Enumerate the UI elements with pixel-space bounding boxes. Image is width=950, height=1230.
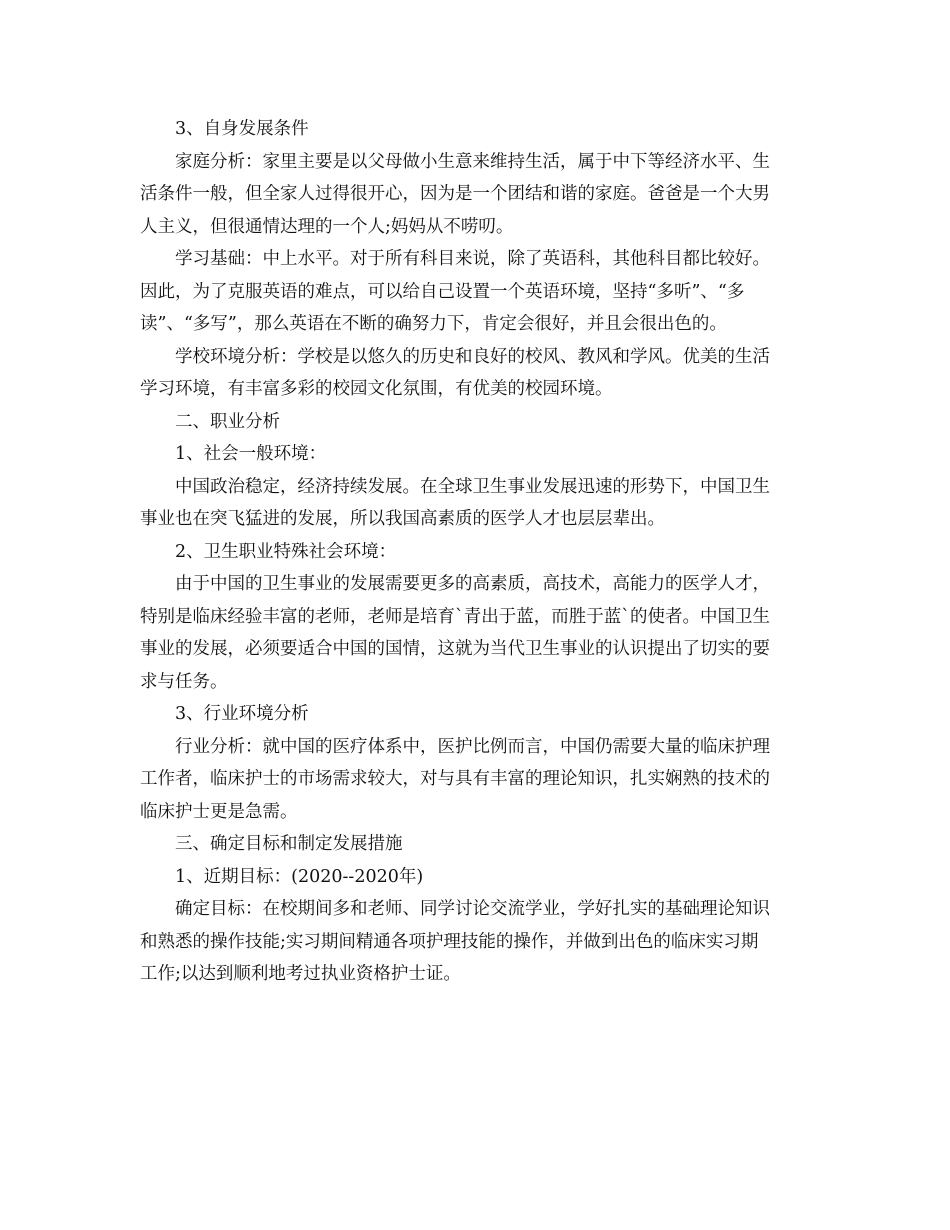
text-line: 家庭分析：家里主要是以父母做小生意来维持生活，属于中下等经济水平、生	[175, 151, 770, 172]
text-line: 临床护士更是急需。	[140, 801, 298, 822]
text-line: 3、自身发展条件	[175, 119, 309, 139]
heading-self-development	[140, 113, 820, 146]
text-line: 事业的发展，必须要适合中国的国情，这就为当代卫生事业的认识提出了切实的要	[140, 639, 770, 659]
text-line: 1、近期目标：(2020--2020年)	[175, 866, 424, 887]
heading-social-environment	[140, 438, 820, 471]
paragraph-school-environment	[140, 341, 820, 406]
text-line: 3、行业环境分析	[175, 704, 309, 724]
text-line: 求与任务。	[140, 671, 228, 692]
text-line: 学校环境分析：学校是以悠久的历史和良好的校风、教风和学风。优美的生活	[175, 346, 770, 367]
paragraph-family-analysis	[140, 146, 820, 244]
text-line: 活条件一般，但全家人过得很开心，因为是一个团结和谐的家庭。爸爸是一个大男	[140, 184, 770, 204]
heading-short-term-goal	[140, 861, 820, 894]
text-line: 2、卫生职业特殊社会环境：	[175, 541, 397, 562]
text-line: 工作者，临床护士的市场需求较大，对与具有丰富的理论知识，扎实娴熟的技术的	[140, 769, 770, 789]
heading-goals-and-measures	[140, 828, 820, 861]
text-line: 工作;以达到顺利地考过执业资格护士证。	[140, 964, 461, 984]
text-line: 因此，为了克服英语的难点，可以给自己设置一个英语环境，坚持“多听”、“多	[140, 281, 745, 302]
text-line: 事业也在突飞猛进的发展，所以我国高素质的医学人才也层层辈出。	[140, 509, 665, 529]
text-line: 1、社会一般环境：	[175, 444, 327, 464]
paragraph-health-career-environment	[140, 568, 820, 698]
text-line: 读”、“多写”，那么英语在不断的确努力下，肯定会很好，并且会很出色的。	[140, 314, 727, 334]
paragraph-determine-goal	[140, 893, 820, 991]
heading-health-career-environment	[140, 536, 820, 569]
text-line: 确定目标：在校期间多和老师、同学讨论交流学业，学好扎实的基础理论知识	[175, 899, 770, 919]
text-line: 特别是临床经验丰富的老师，老师是培育`青出于蓝，而胜于蓝`的使者。中国卫生	[140, 606, 770, 627]
document-body	[140, 113, 820, 991]
text-line: 学习基础：中上水平。对于所有科目来说，除了英语科，其他科目都比较好。	[175, 249, 770, 269]
paragraph-social-environment	[140, 471, 820, 536]
text-line: 由于中国的卫生事业的发展需要更多的高素质，高技术，高能力的医学人才，	[175, 574, 770, 594]
paragraph-industry-analysis	[140, 731, 820, 829]
paragraph-study-foundation	[140, 243, 820, 341]
text-line: 三、确定目标和制定发展措施	[175, 834, 403, 854]
text-line: 人主义，但很通情达理的一个人;妈妈从不唠叨。	[140, 216, 514, 237]
text-line: 二、职业分析	[175, 411, 280, 432]
text-line: 行业分析：就中国的医疗体系中，医护比例而言，中国仍需要大量的临床护理	[175, 736, 770, 757]
text-line: 中国政治稳定，经济持续发展。在全球卫生事业发展迅速的形势下，中国卫生	[175, 476, 770, 497]
text-line: 学习环境，有丰富多彩的校园文化氛围，有优美的校园环境。	[140, 379, 613, 399]
heading-industry-environment	[140, 698, 820, 731]
text-line: 和熟悉的操作技能;实习期间精通各项护理技能的操作，并做到出色的临床实习期	[140, 931, 759, 952]
heading-career-analysis	[140, 406, 820, 439]
